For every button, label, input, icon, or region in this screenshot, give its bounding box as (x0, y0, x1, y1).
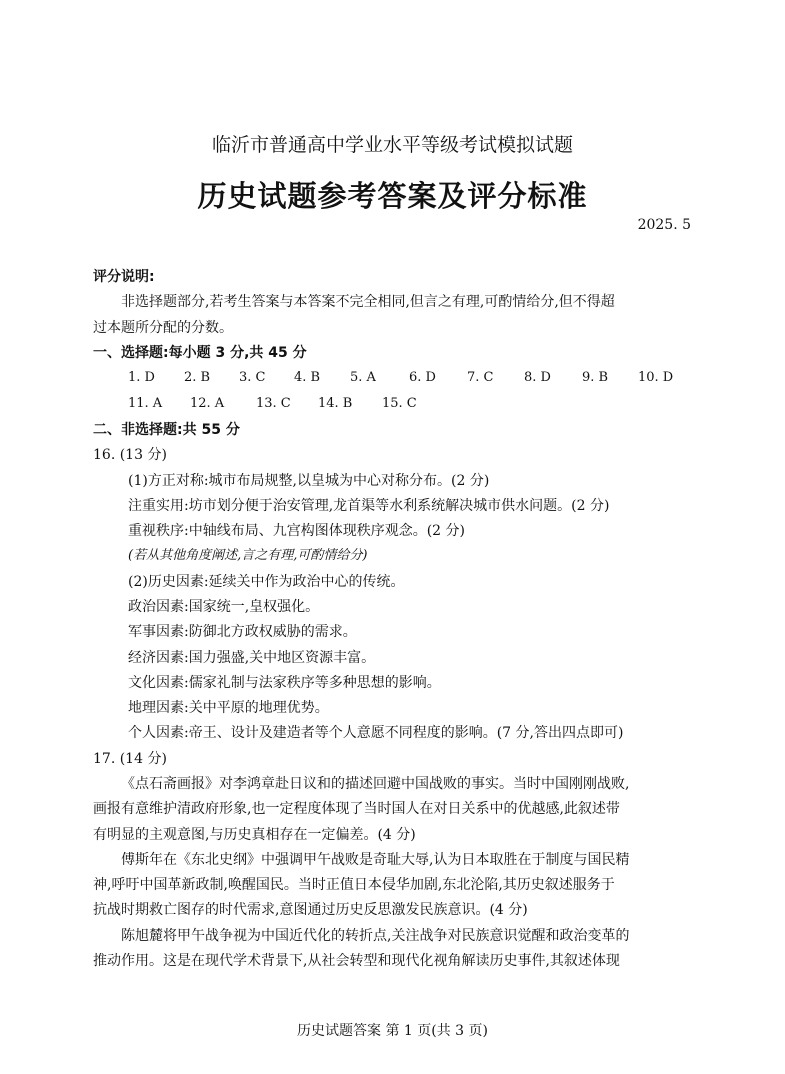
q16-line: 个人因素:帝王、设计及建造者等个人意愿不同程度的影响。(7 分,答出四点即可) (128, 725, 624, 741)
answer-item: 12. A (190, 396, 225, 411)
q16-label: 16. (13 分) (93, 447, 167, 463)
q16-line: 文化因素:儒家礼制与法家秩序等多种思想的影响。 (128, 675, 441, 691)
q16-line: (2)历史因素:延续关中作为政治中心的传统。 (128, 574, 405, 590)
q17-line: 傅斯年在《东北史纲》中强调甲午战败是奇耻大辱,认为日本取胜在于制度与国民精 (121, 852, 630, 868)
q17-line: 有明显的主观意图,与历史真相存在一定偏差。(4 分) (93, 827, 416, 843)
q16-line: (1)方正对称:城市布局规整,以皇城为中心对称分布。(2 分) (128, 473, 490, 489)
q17-label: 17. (14 分) (93, 751, 167, 767)
q17-line: 推动作用。这是在现代学术背景下,从社会转型和现代化视角解读历史事件,其叙述体现 (93, 953, 620, 969)
answer-item: 2. B (184, 370, 211, 385)
answer-item: 5. A (350, 370, 376, 385)
answer-item: 9. B (582, 370, 609, 385)
exam-subtitle: 临沂市普通高中学业水平等级考试模拟试题 (211, 134, 573, 156)
page-footer: 历史试题答案 第 1 页(共 3 页) (297, 1023, 488, 1039)
answer-item: 1. D (128, 370, 155, 385)
answer-item: 11. A (128, 396, 163, 411)
q16-line: 重视秩序:中轴线布局、九宫构图体现秩序观念。(2 分) (128, 523, 465, 539)
answer-item: 13. C (256, 396, 291, 411)
answer-item: 8. D (524, 370, 551, 385)
answer-item: 14. B (318, 396, 353, 411)
q17-line: 抗战时期救亡图存的时代需求,意图通过历史反思激发民族意识。(4 分) (93, 902, 528, 918)
q16-line: 地理因素:关中平原的地理优势。 (128, 700, 329, 716)
document-title: 历史试题参考答案及评分标准 (197, 179, 588, 213)
scoring-line-2: 过本题所分配的分数。 (93, 320, 233, 336)
section1-heading: 一、选择题:每小题 3 分,共 45 分 (93, 345, 307, 361)
answer-item: 15. C (382, 396, 417, 411)
scoring-heading: 评分说明: (93, 269, 155, 285)
answer-item: 10. D (638, 370, 674, 385)
q16-line: 军事因素:防御北方政权威胁的需求。 (128, 624, 357, 640)
q16-note: (若从其他角度阐述,言之有理,可酌情给分) (128, 548, 368, 563)
answer-item: 6. D (409, 370, 436, 385)
answer-item: 4. B (294, 370, 321, 385)
document-date: 2025. 5 (637, 217, 691, 233)
q17-line: 陈旭麓将甲午战争视为中国近代化的转折点,关注战争对民族意识觉醒和政治变革的 (121, 928, 630, 944)
answer-item: 7. C (467, 370, 494, 385)
q16-line: 注重实用:坊市划分便于治安管理,龙首渠等水利系统解决城市供水问题。(2 分) (128, 498, 610, 514)
q17-line: 画报有意维护清政府形象,也一定程度体现了当时国人在对日关系中的优越感,此叙述带 (93, 801, 620, 817)
scoring-line-1: 非选择题部分,若考生答案与本答案不完全相同,但言之有理,可酌情给分,但不得超 (121, 294, 615, 310)
section2-heading: 二、非选择题:共 55 分 (93, 422, 240, 438)
answer-item: 3. C (239, 370, 266, 385)
q16-line: 经济因素:国力强盛,关中地区资源丰富。 (128, 650, 376, 666)
q17-line: 神,呼吁中国革新政制,唤醒国民。当时正值日本侵华加剧,东北沦陷,其历史叙述服务于 (93, 877, 615, 893)
q16-line: 政治因素:国家统一,皇权强化。 (128, 599, 320, 615)
q17-line: 《点石斋画报》对李鸿章赴日议和的描述回避中国战败的事实。当时中国刚刚战败, (121, 776, 630, 792)
